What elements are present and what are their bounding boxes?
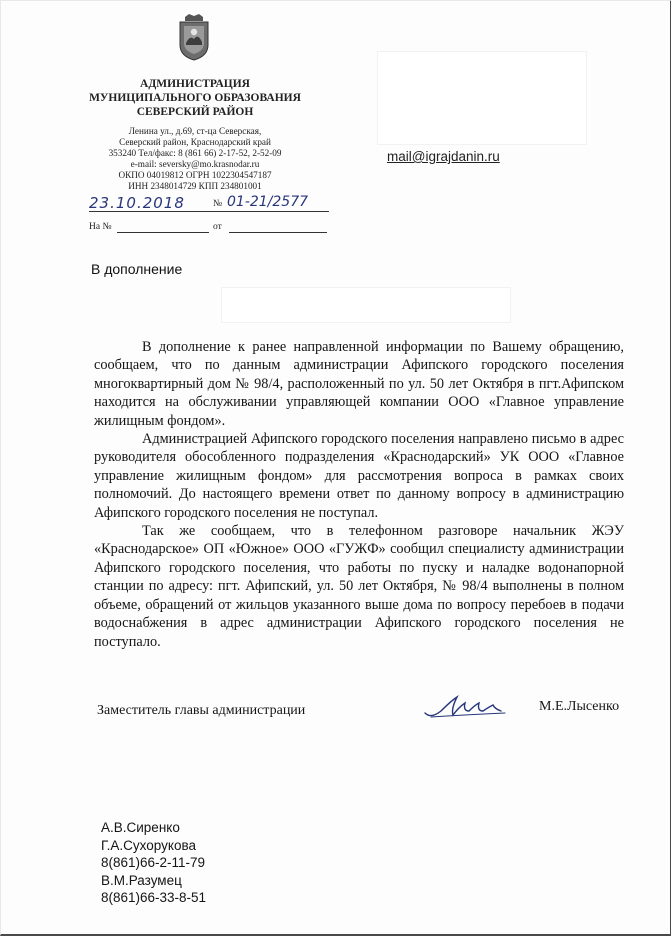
contact-line: 8(861)66-33-8-51 (101, 890, 207, 905)
body-paragraph: Так же сообщаем, что в телефонном разговоре начальник ЖЭУ «Краснодарское» ОП «Южное» ООО «ГУЖФ» сообщил специалисту администрации Афипского городского поселения, что работы по пуску и наладке водонапорной станции по адресу: пгт. Афипский, ул. 50 лет Октября, № 98/4 выполнены в полном объеме, обращений от жильцов указанного выше дома по вопросу перебоев в подачи водоснабжения в адрес администрации Афипского городского поселения не поступало. (94, 523, 624, 650)
address-line: e-mail: seversky@mo.krasnodar.ru (130, 159, 260, 169)
contact-line: Г.А.Сухорукова (101, 837, 196, 853)
address-line: ОКПО 04019812 ОГРН 1022304547187 (118, 170, 272, 180)
coat-of-arms-icon (177, 13, 211, 61)
contact-line: В.М.Разумец (101, 872, 182, 888)
address-line: Северский район, Краснодарский край (119, 137, 271, 147)
registration-underline (89, 211, 329, 212)
redacted-addressee (221, 287, 511, 323)
signatory-name: М.Е.Лысенко (539, 699, 620, 714)
registration-number-label: № (213, 199, 223, 209)
reference-line (89, 222, 329, 236)
body-paragraph: В дополнение к ранее направленной информации по Вашему обращению, сообщаем, что по данным администрации Афипского городского поселения многоквартирный дом № 98/4, расположенный по ул. 50 лет Октября в пгт.Афипском находится на обслуживании управляющей компании ООО «Главное управление жилищным фондом». (94, 339, 624, 429)
org-line: АДМИНИСТРАЦИЯ (140, 78, 250, 90)
signatory-title: Заместитель главы администрации (97, 703, 306, 718)
letter-subject: В дополнение (91, 261, 183, 277)
registration-line (89, 195, 329, 215)
body-paragraph: Администрацией Афипского городского поселения направлено письмо в адрес руководителя обособленного подразделения «Краснодарский» УК ООО «Главное управление жилищным фондом» для рассмотрения вопроса в рамках своих полномочий. До настоящего времени ответ по данному вопросу в администрацию Афипского городского поселения не поступал. (94, 431, 624, 521)
reference-number-label: На № (89, 222, 112, 232)
recipient-email: mail@igrajdanin.ru (387, 149, 500, 164)
reference-date-label: от (213, 222, 222, 232)
address-line: ИНН 2348014729 КПП 234801001 (128, 181, 262, 191)
organization-address (71, 126, 319, 192)
executor-contacts (101, 819, 206, 907)
redacted-recipient-block (377, 51, 587, 145)
org-line: МУНИЦИПАЛЬНОГО ОБРАЗОВАНИЯ (89, 92, 301, 104)
contact-line: А.В.Сиренко (101, 820, 180, 835)
organization-name (71, 77, 319, 119)
registration-number: 01-21/2577 (227, 194, 309, 210)
reference-date-blank (229, 232, 327, 233)
reference-number-blank (117, 232, 209, 233)
letter-body (94, 338, 624, 651)
contact-line: 8(861)66-2-11-79 (101, 855, 206, 870)
address-line: Ленина ул., д.69, ст-ца Северская, (128, 126, 262, 136)
registration-date: 23.10.2018 (89, 194, 185, 212)
handwritten-signature (421, 689, 511, 725)
address-line: 353240 Тел/факс: 8 (861 66) 2-17-52, 2-52-09 (108, 148, 282, 158)
org-line: СЕВЕРСКИЙ РАЙОН (136, 106, 254, 118)
